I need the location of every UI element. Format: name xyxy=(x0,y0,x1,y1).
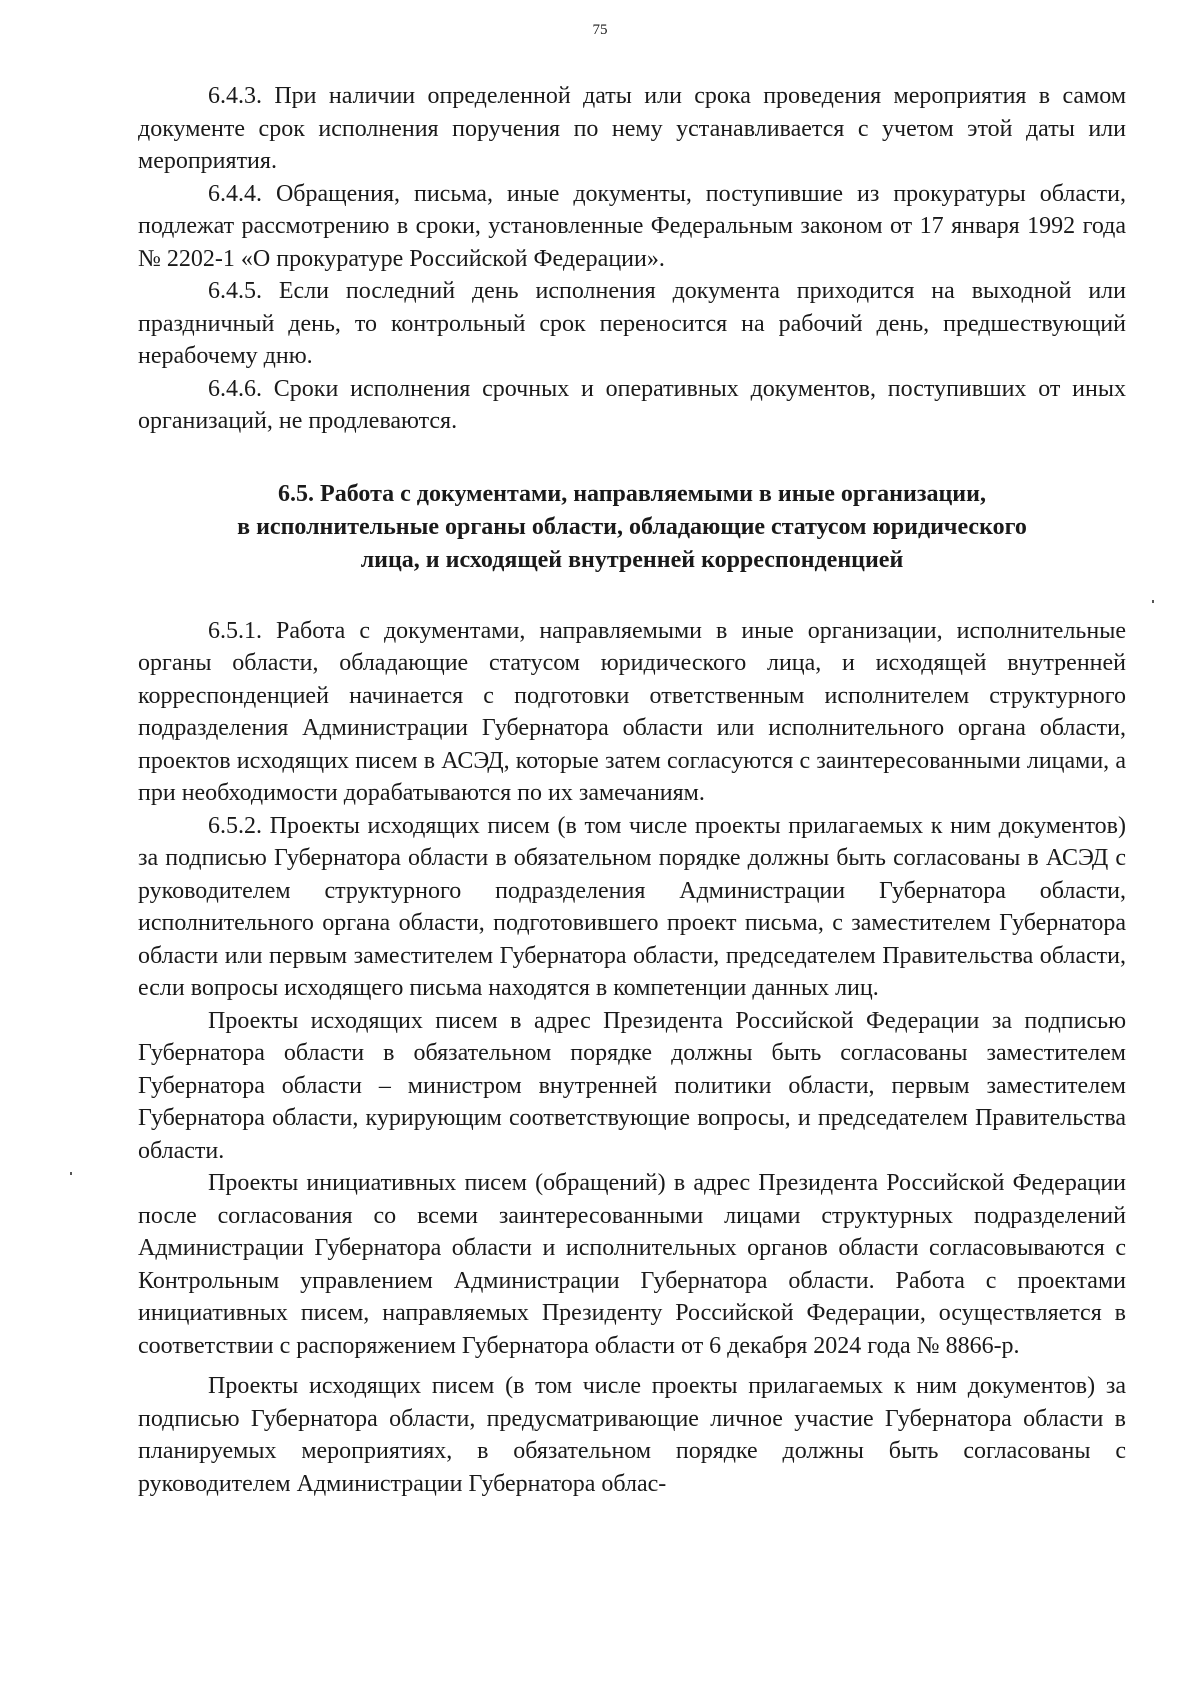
paragraph-initiative-letters: Проекты инициативных писем (обращений) в адрес Президента Российской Федерации после согласования со всеми заинтересованными лицами структурных подразделений Администрации Губернатора области и исполнительных органов области согласовываются с Контрольным управлением Администрации Губернатора области. Работа с проектами инициативных писем, направляемых Президенту Российской Федерации, осуществляется в соответствии с распоряжением Губернатора области от 6 декабря 2024 года № 8866-р. xyxy=(138,1170,1126,1359)
paragraph-6-4-6: 6.4.6. Сроки исполнения срочных и оперативных документов, поступивших от иных организаций, не продлеваются. xyxy=(138,375,1126,434)
section-heading-line: 6.5. Работа с документами, направляемыми в иные организации, xyxy=(278,480,986,507)
scan-speck xyxy=(1152,600,1154,603)
paragraph-6-4-4: 6.4.4. Обращения, письма, иные документы, поступившие из прокуратуры области, подлежат рассмотрению в сроки, установленные Федеральным законом от 17 января 1992 года № 2202-1 «О прокуратуре Российской Федерации». xyxy=(138,180,1126,272)
paragraph-personal-participation: Проекты исходящих писем (в том числе проекты прилагаемых к ним документов) за подписью Губернатора области, предусматривающие личное участие Губернатора области в планируемых мероприятиях, в обязательном порядке должны быть согласованы с руководителем Администрации Губернатора облас- xyxy=(138,1373,1126,1497)
paragraph-6-4-3: 6.4.3. При наличии определенной даты или срока проведения мероприятия в самом документе срок исполнения поручения по нему устанавливается с учетом этой даты или мероприятия. xyxy=(138,83,1126,174)
paragraph-6-4-5: 6.4.5. Если последний день исполнения документа приходится на выходной или праздничный день, то контрольный срок переносится на рабочий день, предшествующий нерабочему дню. xyxy=(138,278,1126,369)
paragraph-6-5-1: 6.5.1. Работа с документами, направляемыми в иные организации, исполнительные органы области, обладающие статусом юридического лица, и исходящей внутренней корреспонденцией начинается с подготовки ответственным исполнителем структурного подразделения Администрации Губернатора области или исполнительного органа области, проектов исходящих писем в АСЭД, которые затем согласуются с заинтересованными лицами, а при необходимости дорабатываются по их замечаниям. xyxy=(138,617,1126,806)
section-heading-line: лица, и исходящей внутренней корреспонденцией xyxy=(360,546,904,573)
paragraph-6-5-2: 6.5.2. Проекты исходящих писем (в том числе проекты прилагаемых к ним документов) за подписью Губернатора области в обязательном порядке должны быть согласованы в АСЭД с руководителем структурного подразделения Администрации Губернатора области, исполнительного органа области, подготовившего проект письма, с заместителем Губернатора области или первым заместителем Губернатора области, председателем Правительства области, если вопросы исходящего письма находятся в компетенции данных лиц. xyxy=(138,812,1126,1001)
scan-speck xyxy=(70,1172,72,1175)
section-heading-6-5 xyxy=(138,478,1126,577)
document-body xyxy=(138,80,1126,1500)
page-number: 75 xyxy=(592,22,608,38)
paragraph-president-letters: Проекты исходящих писем в адрес Президента Российской Федерации за подписью Губернатора области в обязательном порядке должны быть согласованы заместителем Губернатора области – министром внутренней политики области, первым заместителем Губернатора области, курирующим соответствующие вопросы, и председателем Правительства области. xyxy=(138,1007,1126,1164)
section-heading-line: в исполнительные органы области, обладающие статусом юридического xyxy=(237,513,1027,540)
